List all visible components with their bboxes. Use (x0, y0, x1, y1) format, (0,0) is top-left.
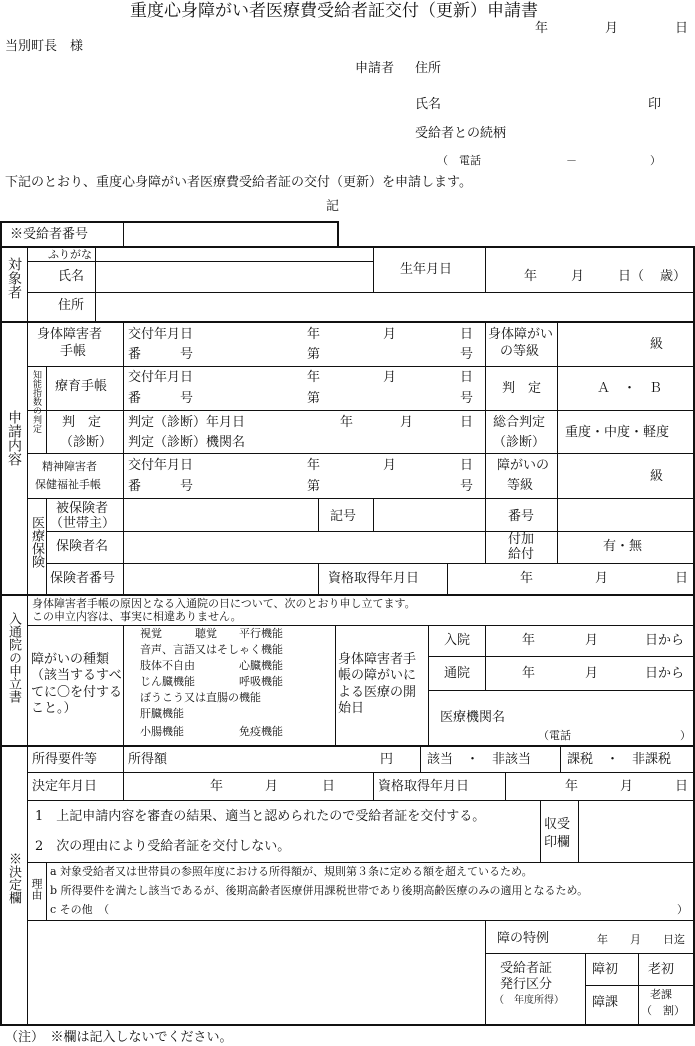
mental-issue-month: 月 (383, 458, 397, 473)
insurer-name-label: 保険者名 (56, 539, 109, 554)
applicable-options: 該当 ・ 非該当 (427, 752, 532, 767)
judge-date-label: 判定（診断）年月日 (128, 415, 246, 430)
insurer-number-field[interactable] (125, 565, 316, 593)
special-label: 障の特例 (497, 931, 550, 946)
roka-percent: （ 割） (641, 1004, 685, 1017)
disability-type-2[interactable]: 音声、言語又はそしゃく機能 (140, 643, 283, 656)
disability-type-5[interactable]: ぼうこう又は直腸の機能 (140, 691, 261, 704)
decision-qual-month: 月 (620, 779, 634, 794)
mental-grade-label-1: 障がいの (497, 458, 550, 473)
reason-label: 理由 (30, 878, 43, 900)
shoka-option[interactable]: 障課 (592, 995, 619, 1010)
inpatient-from: 日から (645, 633, 685, 648)
inpatient-month: 月 (585, 633, 599, 648)
application-statement: 下記のとおり、重度心身障がい者医療費受給者証の交付（更新）を申請します。 (5, 175, 472, 190)
insurance-qual-month: 月 (595, 571, 609, 586)
ryoiku-issue-month: 月 (383, 370, 397, 385)
birth-age: 歳） (660, 269, 687, 284)
applicant-address-label: 住所 (415, 61, 442, 76)
facility-phone-close: ） (680, 729, 691, 742)
seal-mark: 印 (648, 97, 662, 112)
ryoiku-number-label: 番 号 (128, 391, 194, 406)
decision-date-label: 決定年月日 (32, 779, 98, 794)
intel-side-label: 知能指数の判定 (31, 370, 41, 433)
facility-name-label: 医療機関名 (440, 710, 506, 725)
page-title: 重度心身障がい者医療費受給者証交付（更新）申請書 (130, 1, 538, 21)
ryoiku-number-go: 号 (460, 391, 474, 406)
mental-grade-kyu: 級 (650, 469, 664, 484)
phys-number-dai: 第 (307, 347, 321, 362)
recipient-number-field[interactable] (126, 224, 335, 245)
inpatient-label: 入院 (444, 633, 471, 648)
facility-phone-open: （電話 (538, 729, 571, 742)
subject-name-field[interactable] (97, 249, 372, 291)
phys-issue-month: 月 (383, 327, 397, 342)
decision-qual-date-label: 資格取得年月日 (378, 779, 470, 794)
birth-label: 生年月日 (400, 262, 453, 277)
insurer-name-field[interactable] (125, 533, 483, 562)
decision-qual-day: 日 (675, 779, 689, 794)
ryoiku-hantei-label: 判 定 (502, 381, 542, 396)
extra-benefit-label-1: 付加 (508, 532, 535, 547)
phys-grade-label-2: の等級 (500, 344, 540, 359)
decision-qual-year: 年 (565, 779, 579, 794)
insurance-side-label: 医療保険 (29, 516, 44, 568)
issue-label-3: （ 年度所得） (494, 995, 564, 1006)
reason-b[interactable]: b 所得要件を満たし該当であるが、後期高齢者医療併用課税世帯であり後期高齢医療のみの適用となるため。 (50, 884, 589, 897)
disability-type-7[interactable]: 小腸機能 免疫機能 (140, 725, 283, 738)
mental-number-go: 号 (460, 479, 474, 494)
extra-benefit-label-2: 給付 (508, 547, 535, 562)
mental-issue-year: 年 (307, 458, 321, 473)
disability-type-6[interactable]: 肝臓機能 (140, 707, 184, 720)
phys-number-go: 号 (460, 347, 474, 362)
ryoiku-issue-year: 年 (307, 370, 321, 385)
application-section-label: 申請内容 (6, 410, 22, 466)
reason-a[interactable]: a 対象受給者又は世帯員の参照年度における所得額が、規則第３条に定める額を超えているため。 (50, 865, 533, 878)
phone-open: （ 電話 (437, 154, 481, 167)
insurance-symbol-field[interactable] (375, 500, 483, 530)
decision-year: 年 (210, 779, 224, 794)
phys-issue-year: 年 (307, 327, 321, 342)
outpatient-label: 通院 (444, 666, 471, 681)
severity-options: 重度・中度・軽度 (565, 425, 670, 440)
phys-handbook-label-2: 手帳 (60, 344, 87, 359)
insured-name-field[interactable] (125, 500, 316, 530)
disability-type-4[interactable]: じん臓機能 呼吸機能 (140, 675, 283, 688)
applicant-name-label: 氏名 (415, 97, 442, 112)
phone-close: ） (650, 154, 661, 167)
mental-issue-day: 日 (460, 458, 474, 473)
disability-type-3[interactable]: 肢体不自由 心臓機能 (140, 659, 283, 672)
insurance-number-field[interactable] (559, 500, 692, 530)
phys-grade-label-1: 身体障がい (488, 327, 554, 342)
insurance-symbol-label: 記号 (330, 509, 357, 524)
inpatient-year: 年 (522, 633, 536, 648)
hospital-line-1: 身体障害者手帳の原因となる入通院の日について、次のとおり申し立てます。 (32, 597, 416, 610)
stamp-label-1: 収受 (544, 817, 571, 832)
mental-label-1: 精神障害者 (42, 460, 97, 473)
insurance-qual-date-label: 資格取得年月日 (328, 571, 420, 586)
birth-year: 年 (524, 269, 538, 284)
disability-type-label: 障がいの種類（該当するすべてに〇を付すること。） (31, 652, 123, 716)
judge-year: 年 (340, 415, 354, 430)
ryoiku-ab-options: Ａ ・ Ｂ (597, 381, 663, 396)
phys-issue-date-label: 交付年月日 (128, 327, 194, 342)
decision-item-2: 2 次の理由により受給者証を交付しない。 (35, 839, 291, 854)
hospital-line-2: この申立内容は、事実に相違ありません。 (32, 610, 242, 623)
subject-section-label: 対象者 (6, 257, 22, 299)
disability-type-1[interactable]: 視覚 聴覚 平行機能 (140, 627, 283, 640)
ryoiku-number-dai: 第 (307, 391, 321, 406)
mental-grade-label-2: 等級 (507, 478, 534, 493)
phys-handbook-label-1: 身体障害者 (37, 327, 103, 342)
insurer-number-label: 保険者番号 (50, 571, 116, 586)
hospital-side-label: 入通院の申立書 (6, 612, 21, 703)
judge-label-1: 判 定 (62, 415, 102, 430)
shosho-option[interactable]: 障初 (592, 962, 619, 977)
ki-mark: 記 (326, 199, 340, 214)
outpatient-from: 日から (645, 666, 685, 681)
insured-label-1: 被保険者 (56, 501, 109, 516)
mental-number-label: 番 号 (128, 479, 194, 494)
relation-label: 受給者との続柄 (415, 126, 507, 141)
subject-name-label: 氏名 (58, 269, 85, 284)
phone-dash: － (566, 154, 577, 167)
footer-note: （注） ※欄は記入しないでください。 (5, 1030, 233, 1045)
decision-side-label: ※決定欄 (6, 852, 21, 904)
mental-number-dai: 第 (307, 479, 321, 494)
mental-label-2: 保健福祉手帳 (35, 478, 101, 491)
income-req-label: 所得要件等 (32, 752, 98, 767)
outpatient-year: 年 (522, 666, 536, 681)
phys-grade-kyu: 級 (650, 337, 664, 352)
ryoiku-issue-day: 日 (460, 370, 474, 385)
insurance-qual-day: 日 (675, 571, 689, 586)
birth-day: 日（ (618, 269, 645, 284)
income-amount-label: 所得額 (128, 752, 168, 767)
applicant-label: 申請者 (355, 61, 395, 76)
outpatient-month: 月 (585, 666, 599, 681)
reason-c[interactable]: c その他 （ (50, 903, 110, 916)
decision-item-1: 1 上記申請内容を審査の結果、適当と認められたので受給者証を交付する。 (35, 809, 486, 824)
special-until: 年 月 日迄 (597, 933, 685, 946)
mental-issue-date-label: 交付年月日 (128, 458, 194, 473)
ryoiku-issue-date-label: 交付年月日 (128, 370, 194, 385)
date-day-label: 日 (675, 21, 689, 36)
taxed-options: 課税 ・ 非課税 (567, 752, 672, 767)
decision-day: 日 (322, 779, 336, 794)
roka-option[interactable]: 老課 (650, 988, 672, 1001)
stamp-label-2: 印欄 (544, 835, 571, 850)
ryoiku-label: 療育手帳 (55, 379, 108, 394)
issue-label-1: 受給者証 (500, 961, 553, 976)
phys-issue-day: 日 (460, 327, 474, 342)
insured-label-2: （世帯主） (50, 516, 116, 531)
reason-c-close: ） (677, 903, 688, 916)
birth-month: 月 (571, 269, 585, 284)
recipient-number-label: ※受給者番号 (10, 227, 89, 242)
furigana-label: ふりがな (48, 248, 92, 261)
rosho-option[interactable]: 老初 (648, 962, 675, 977)
subject-address-label: 住所 (58, 298, 85, 313)
phys-number-label: 番 号 (128, 347, 194, 362)
extra-benefit-options: 有・無 (603, 539, 643, 554)
judge-org-label: 判定（診断）機関名 (128, 435, 246, 450)
judge-month: 月 (400, 415, 414, 430)
treatment-start-label: 身体障害者手帳の障がいによる医療の開始日 (338, 652, 417, 716)
overall-label-1: 総合判定 (493, 415, 546, 430)
income-yen: 円 (380, 752, 394, 767)
subject-address-field[interactable] (97, 294, 692, 320)
insurance-number-label: 番号 (508, 509, 535, 524)
overall-label-2: （診断） (493, 435, 546, 450)
addressee: 当別町長 様 (5, 39, 84, 54)
date-year-label: 年 (535, 21, 549, 36)
judge-day: 日 (460, 415, 474, 430)
insurance-qual-year: 年 (520, 571, 534, 586)
date-month-label: 月 (605, 21, 619, 36)
issue-label-2: 発行区分 (500, 977, 553, 992)
judge-label-2: （診断） (60, 435, 113, 450)
decision-month: 月 (265, 779, 279, 794)
